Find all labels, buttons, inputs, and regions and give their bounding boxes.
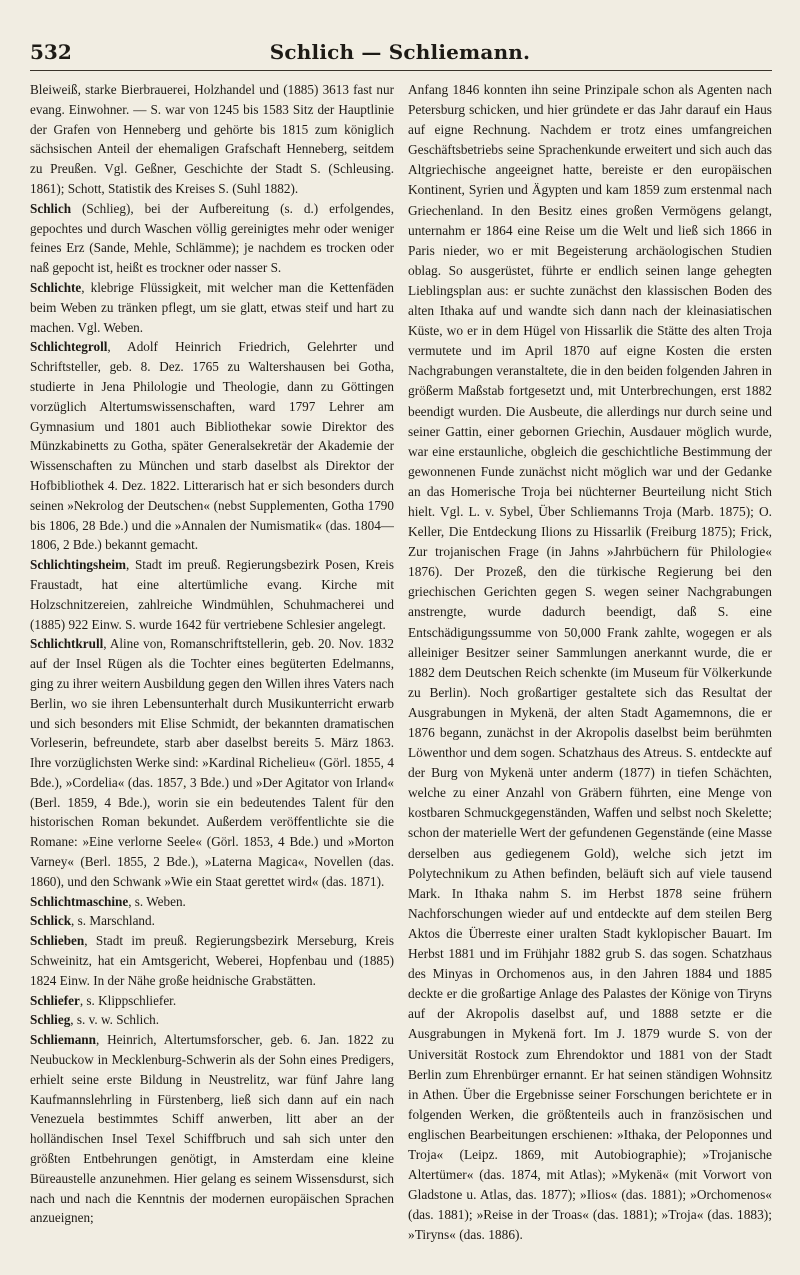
entry-schlieg: Schlieg, s. v. w. Schlich.	[30, 1012, 160, 1028]
running-title: Schlich — Schliemann.	[269, 40, 531, 64]
entry-schlich: Schlich (Schlieg), bei der Aufbereitung (s. d.) erfolgendes, gepochtes und durch Waschen völlig gereinigtes mehr oder weniger feines Erz (Sande, Mehle, Schlämme); je nachdem es trocken oder naß gepocht ist, heißt es trockner oder nasser S.	[30, 200, 394, 276]
headword: Schlichtegroll	[30, 339, 108, 355]
entry-schlichtegroll: Schlichtegroll, Adolf Heinrich Friedrich, Gelehrter und Schriftsteller, geb. 8. Dez. 1765 zu Waltershausen bei Gotha, studierte in Jena Philologie und Theologie, dann zu Göttingen vorzüglich Altertumswissenschaften, ward 1797 Lehrer am Gymnasium und 1801 auch Bibliothekar sowie Direktor des Münzkabinetts zu Gotha, später Generalsekretär der Akademie der Wissenschaften zu München und starb daselbst als Direktor der Hofbibliothek 4. Dez. 1822. Litterarisch hat er sich besonders durch seinen »Nekrolog der Deutschen« (nebst Supplementen, Gotha 1790 bis 1806, 28 Bde.) und die »Annalen der Numismatik« (das. 1804—1806, 2 Bde.) bekannt gemacht.	[30, 339, 394, 553]
entry-schlichtingsheim: Schlichtingsheim, Stadt im preuß. Regierungsbezirk Posen, Kreis Fraustadt, hat eine altertümliche evang. Kirche mit Holzschnitzereien, zahlreiche Windmühlen, Schuhmacherei und (1885) 922 Einw. S. wurde 1642 für vertriebene Schlesier angelegt.	[30, 557, 394, 632]
left-column	[30, 80, 394, 1252]
headword: Schlichte	[30, 279, 82, 295]
headword: Schlichtmaschine	[30, 893, 129, 909]
entry-continuation: Bleiweiß, starke Bierbrauerei, Holzhandel und (1885) 3613 fast nur evang. Einwohner. — S. war von 1245 bis 1583 Sitz der Hauptlinie der Grafen von Henneberg und gehörte bis 1815 zum königlich sächsischen Anteil der ehemaligen Grafschaft Henneberg, seitdem zu Preußen. Vgl. Geßner, Geschichte der Stadt S. (Schleusing. 1861); Schott, Statistik des Kreises S. (Suhl 1882).	[30, 82, 394, 196]
page-number: 532	[30, 40, 72, 64]
headword: Schlieg	[30, 1012, 71, 1028]
right-column	[408, 80, 772, 1252]
headword: Schlieben	[30, 933, 85, 949]
entry-schliefer: Schliefer, s. Klippschliefer.	[30, 992, 177, 1008]
entry-schliemann-continued: Anfang 1846 konnten ihn seine Prinzipale schon als Agenten nach Petersburg schicken, und hier gründete er das Jahr darauf ein Haus auf eigne Rechnung. Nachdem er trotz eines umfangreichen Geschäftsbetriebs seine Sprachenkunde erweitert und sich auch das Altgriechische angeeignet hatte, bereiste er den europäischen Kontinent, Syrien und Ägypten und kam 1859 zum erstenmal nach Griechenland. In den Besitz eines großen Vermögens gelangt, unternahm er 1864 eine Reise um die Welt und ließ sich 1866 in Paris nieder, wo er mit Begeisterung archäologischen Studien oblag. So ausgerüstet, führte er endlich seinen lange gehegten Lieblingsplan aus: er suchte zunächst den klassischen Boden des alten Ithaka auf und wandte sich dann nach der kleinasiatischen Küste, wo er in dem Hügel von Hissarlik die Stätte des alten Troja vermutete und im April 1870 auf eigne Kosten die ersten Nachgrabungen veranstaltete, die in den beiden folgenden Jahren in größerm Maßstab fortgesetzt und, mit Unterbrechungen, erst 1882 beendigt wurden. Die Ausbeute, die allerdings nur durch seine und seiner Gattin, einer gebornen Griechin, Ausdauer möglich wurde, war eine erstaunliche, obgleich die geschichtliche Bestimmung der gewonnenen Funde zunächst nicht möglich war und der Gedanke an das Homerische Troja bei nüchterner Beurteilung nicht Stich hielt. Vgl. L. v. Sybel, Über Schliemanns Troja (Marb. 1875); O. Keller, Die Entdeckung Ilions zu Hissarlik (Freiburg 1875); Frick, Zur trojanischen Frage (in Jahns »Jahrbüchern für Philologie« 1876). Der Prozeß, den die türkische Regierung bei den griechischen Gerichten gegen S. wegen seiner Nachgrabungen anstrengte, wurde dadurch beendigt, daß S. eine Entschädigungssumme von 50,000 Frank zahlte, wogegen er als alleiniger Besitzer seiner Sammlungen anerkannt wurde, die er 1882 dem Deutschen Reich schenkte (im Museum für Völkerkunde zu Berlin). Noch großartiger gestaltete sich das Resultat der Ausgrabungen in Mykenä, der alten Stadt Agamemnons, die er 1876 begann, zunächst in der Akropolis daselbst beim berühmten Löwenthor und dem sogen. Schatzhaus des Atreus. S. entdeckte auf der Burg von Mykenä unter anderm (1877) in tiefen Schächten, welche zu einer Anzahl von Gräbern führten, eine Menge von kostbaren Schmuckgegenständen, Waffen und selbst noch Skelette; schon der materielle Wert der gefundenen Gegenstände (eine Masse derselben aus gediegenem Gold), welche sich jetzt im Polytechnikum zu Athen befinden, beläuft sich auf viele tausend Mark. In Ithaka nahm S. im Herbst 1878 seine frühern Nachforschungen wieder auf und entdeckte auf dem steilen Berg Aktos die Überreste einer uralten Stadt kyklopischer Bauart. Im Herbst 1881 und im Frühjahr 1882 grub S. das sogen. Schatzhaus des Minyas in Orchomenos aus, in den Jahren 1884 und 1885 deckte er die großartige Anlage des Palastes der Könige von Tiryns auf der Akropolis daselbst auf, und 1888 setzte er die Ausgrabungen in Mykenä fort. Im J. 1879 wurde S. von der Universität Rostock zum Ehrendoktor und 1881 von der Stadt Berlin zum Ehrenbürger ernannt. Er hat seinen ständigen Wohnsitz in Athen. Über die Ergebnisse seiner Forschungen berichtete er in folgenden Werken, die größtenteils auch in französischen und englischen Bearbeitungen erschienen: »Ithaka, der Peloponnes und Troja« (Leipz. 1869, mit Autobiographie); »Trojanische Altertümer« (das. 1874, mit Atlas); »Mykenä« (mit Vorwort von Gladstone u. Atlas, das. 1877); »Ilios« (das. 1881); »Orchomenos« (das. 1881); »Reise in der Troas« (das. 1881); »Troja« (das. 1883); »Tiryns« (das. 1886).	[408, 82, 772, 1243]
headword: Schlick	[30, 913, 72, 929]
headword: Schlichtkrull	[30, 636, 104, 652]
entry-schlichte: Schlichte, klebrige Flüssigkeit, mit welcher man die Kettenfäden beim Weben zu tränken pflegt, um sie glatt, etwas steif und hart zu machen. Vgl. Weben.	[30, 279, 394, 335]
entry-schlichtmaschine: Schlichtmaschine, s. Weben.	[30, 893, 186, 909]
entry-schlichtkrull: Schlichtkrull, Aline von, Romanschriftstellerin, geb. 20. Nov. 1832 auf der Insel Rügen als die Tochter eines begüterten Edelmanns, ging zu ihrer weitern Ausbildung gegen den Willen ihres Vaters nach Berlin, wo sie ihren Lebensunterhalt durch Musikunterricht erwarb und sich besonders mit Elise Schmidt, der bekannten dramatischen Vorleserin, befreundete, starb aber daselbst bereits 5. März 1863. Ihre vorzüglichsten Werke sind: »Kardinal Richelieu« (Görl. 1855, 4 Bde.), »Cordelia« (das. 1857, 3 Bde.) und »Der Agitator von Irland« (Berl. 1859, 4 Bde.), worin sie ein bedeutendes Talent für den historischen Roman bekundet. Außerdem veröffentlichte sie die Romane: »Eine verlorne Seele« (Görl. 1853, 4 Bde.) und »Morton Varney« (Berl. 1855, 2 Bde.), »Laterna Magica«, Novellen (das. 1860), und den Schwank »Wie ein Staat gerettet wird« (das. 1871).	[30, 636, 394, 889]
entry-schlick: Schlick, s. Marschland.	[30, 913, 155, 929]
entry-schliemann: Schliemann, Heinrich, Altertumsforscher, geb. 6. Jan. 1822 zu Neubuckow in Mecklenburg-Schwerin als der Sohn eines Predigers, erhielt seine erste Bildung in Neustrelitz, war fünf Jahre lang Kaufmannslehrling in Fürstenberg, ließ sich dann auf ein nach Venezuela bestimmtes Schiff anwerben, litt aber an der holländischen Insel Texel Schiffbruch und sah sich unter den größten Entbehrungen genötigt, in Amsterdam eine kleine Büreaustelle anzunehmen. Hier gelang es seinem Wissensdurst, sich nach und nach die Kenntnis der modernen europäischen Sprachen anzueignen;	[30, 1032, 394, 1226]
entry-schlieben: Schlieben, Stadt im preuß. Regierungsbezirk Merseburg, Kreis Schweinitz, hat ein Amtsgericht, Weberei, Hopfenbau und (1885) 1824 Einw. In der Nähe große heidnische Grabstätten.	[30, 933, 394, 988]
page-header	[30, 40, 770, 74]
headword: Schlich	[30, 200, 72, 216]
headword: Schliefer	[30, 992, 80, 1008]
headword: Schliemann	[30, 1032, 96, 1048]
headword: Schlichtingsheim	[30, 557, 126, 573]
text-columns	[30, 80, 772, 1252]
header-rule	[30, 70, 772, 71]
